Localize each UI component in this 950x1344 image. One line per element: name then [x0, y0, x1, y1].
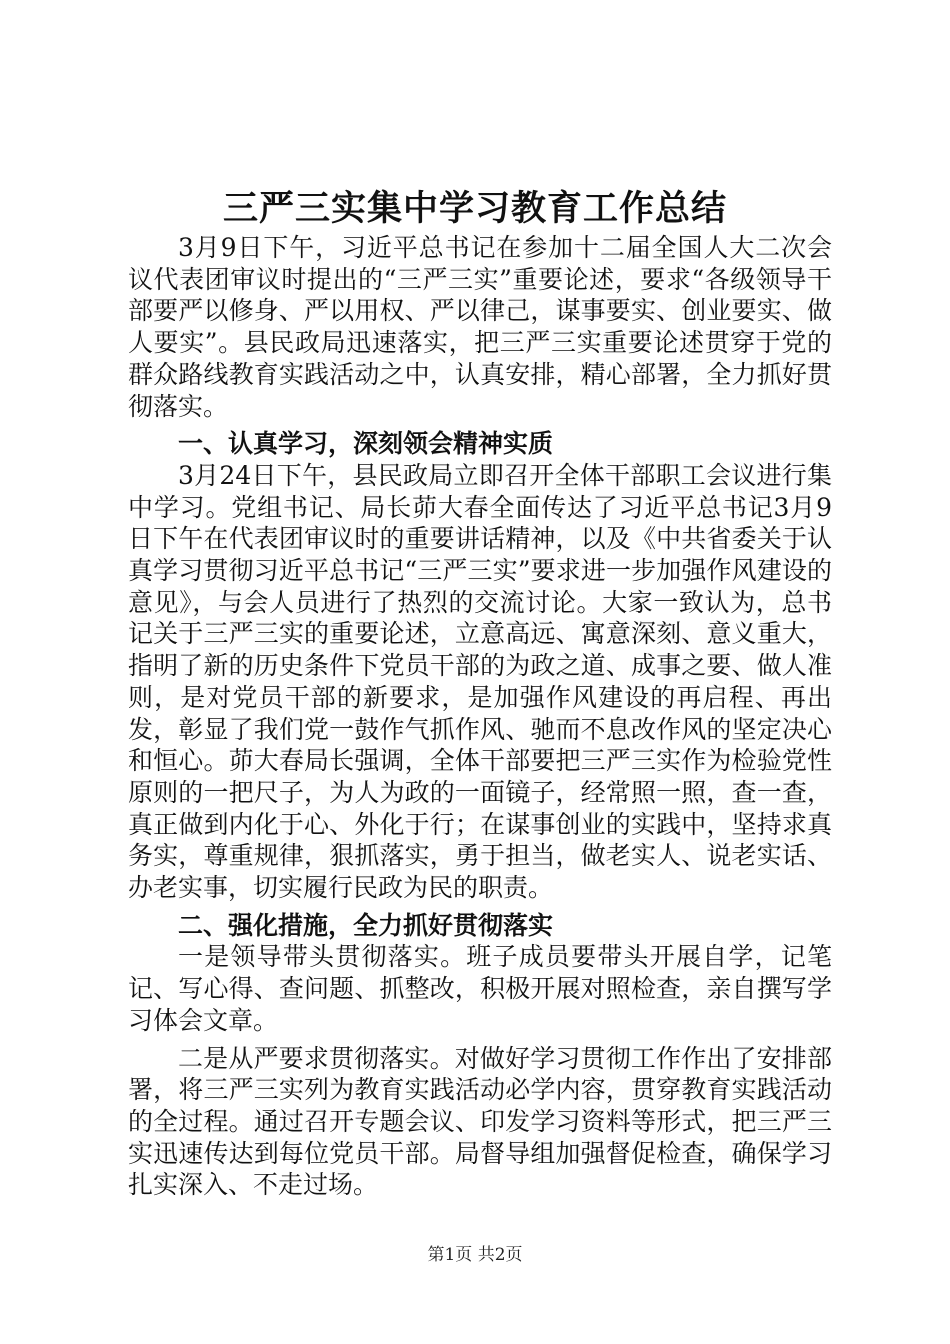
page-footer: 第1页 共2页 [427, 1245, 523, 1265]
section2-paragraph-1: 一是领导带头贯彻落实。班子成员要带头开展自学，记笔记、写心得、查问题、抓整改，积极开展对照检查，亲自撰写学习体会文章。 [128, 942, 832, 1035]
section2-paragraph-2: 二是从严要求贯彻落实。对做好学习贯彻工作作出了安排部署，将三严三实列为教育实践活动必学内容，贯穿教育实践活动的全过程。通过召开专题会议、印发学习资料等形式，把三严三实迅速传达到每位党员干部。局督导组加强督促检查，确保学习扎实深入、不走过场。 [128, 1043, 832, 1200]
intro-paragraph: 3月9日下午，习近平总书记在参加十二届全国人大二次会议代表团审议时提出的“三严三实”重要论述，要求“各级领导干部要严以修身、严以用权、严以律己，谋事要实、创业要实、做人要实”。县民政局迅速落实，把三严三实重要论述贯穿于党的群众路线教育实践活动之中，认真安排，精心部署，全力抓好贯彻落实。 [128, 233, 832, 421]
section2-heading: 二、强化措施，全力抓好贯彻落实 [178, 910, 554, 940]
section1-heading: 一、认真学习，深刻领会精神实质 [178, 429, 554, 459]
section1-paragraph: 3月24日下午，县民政局立即召开全体干部职工会议进行集中学习。党组书记、局长茆大春全面传达了习近平总书记3月9日下午在代表团审议时的重要讲话精神，以及《中共省委关于认真学习贯彻习近平总书记“三严三实”要求进一步加强作风建设的意见》，与会人员进行了热烈的交流讨论。大家一致认为，总书记关于三严三实的重要论述，立意高远、寓意深刻、意义重大，指明了新的历史条件下党员干部的为政之道、成事之要、做人准则，是对党员干部的新要求，是加强作风建设的再启程、再出发，彰显了我们党一鼓作气抓作风、驰而不息改作风的坚定决心和恒心。茆大春局长强调，全体干部要把三严三实作为检验党性原则的一把尺子，为人为政的一面镜子，经常照一照，查一查，真正做到内化于心、外化于行；在谋事创业的实践中，坚持求真务实，尊重规律，狠抓落实，勇于担当，做老实人、说老实话、办老实事，切实履行民政为民的职责。 [128, 460, 832, 903]
document-body [128, 232, 832, 1201]
document-title: 三严三实集中学习教育工作总结 [222, 188, 727, 229]
